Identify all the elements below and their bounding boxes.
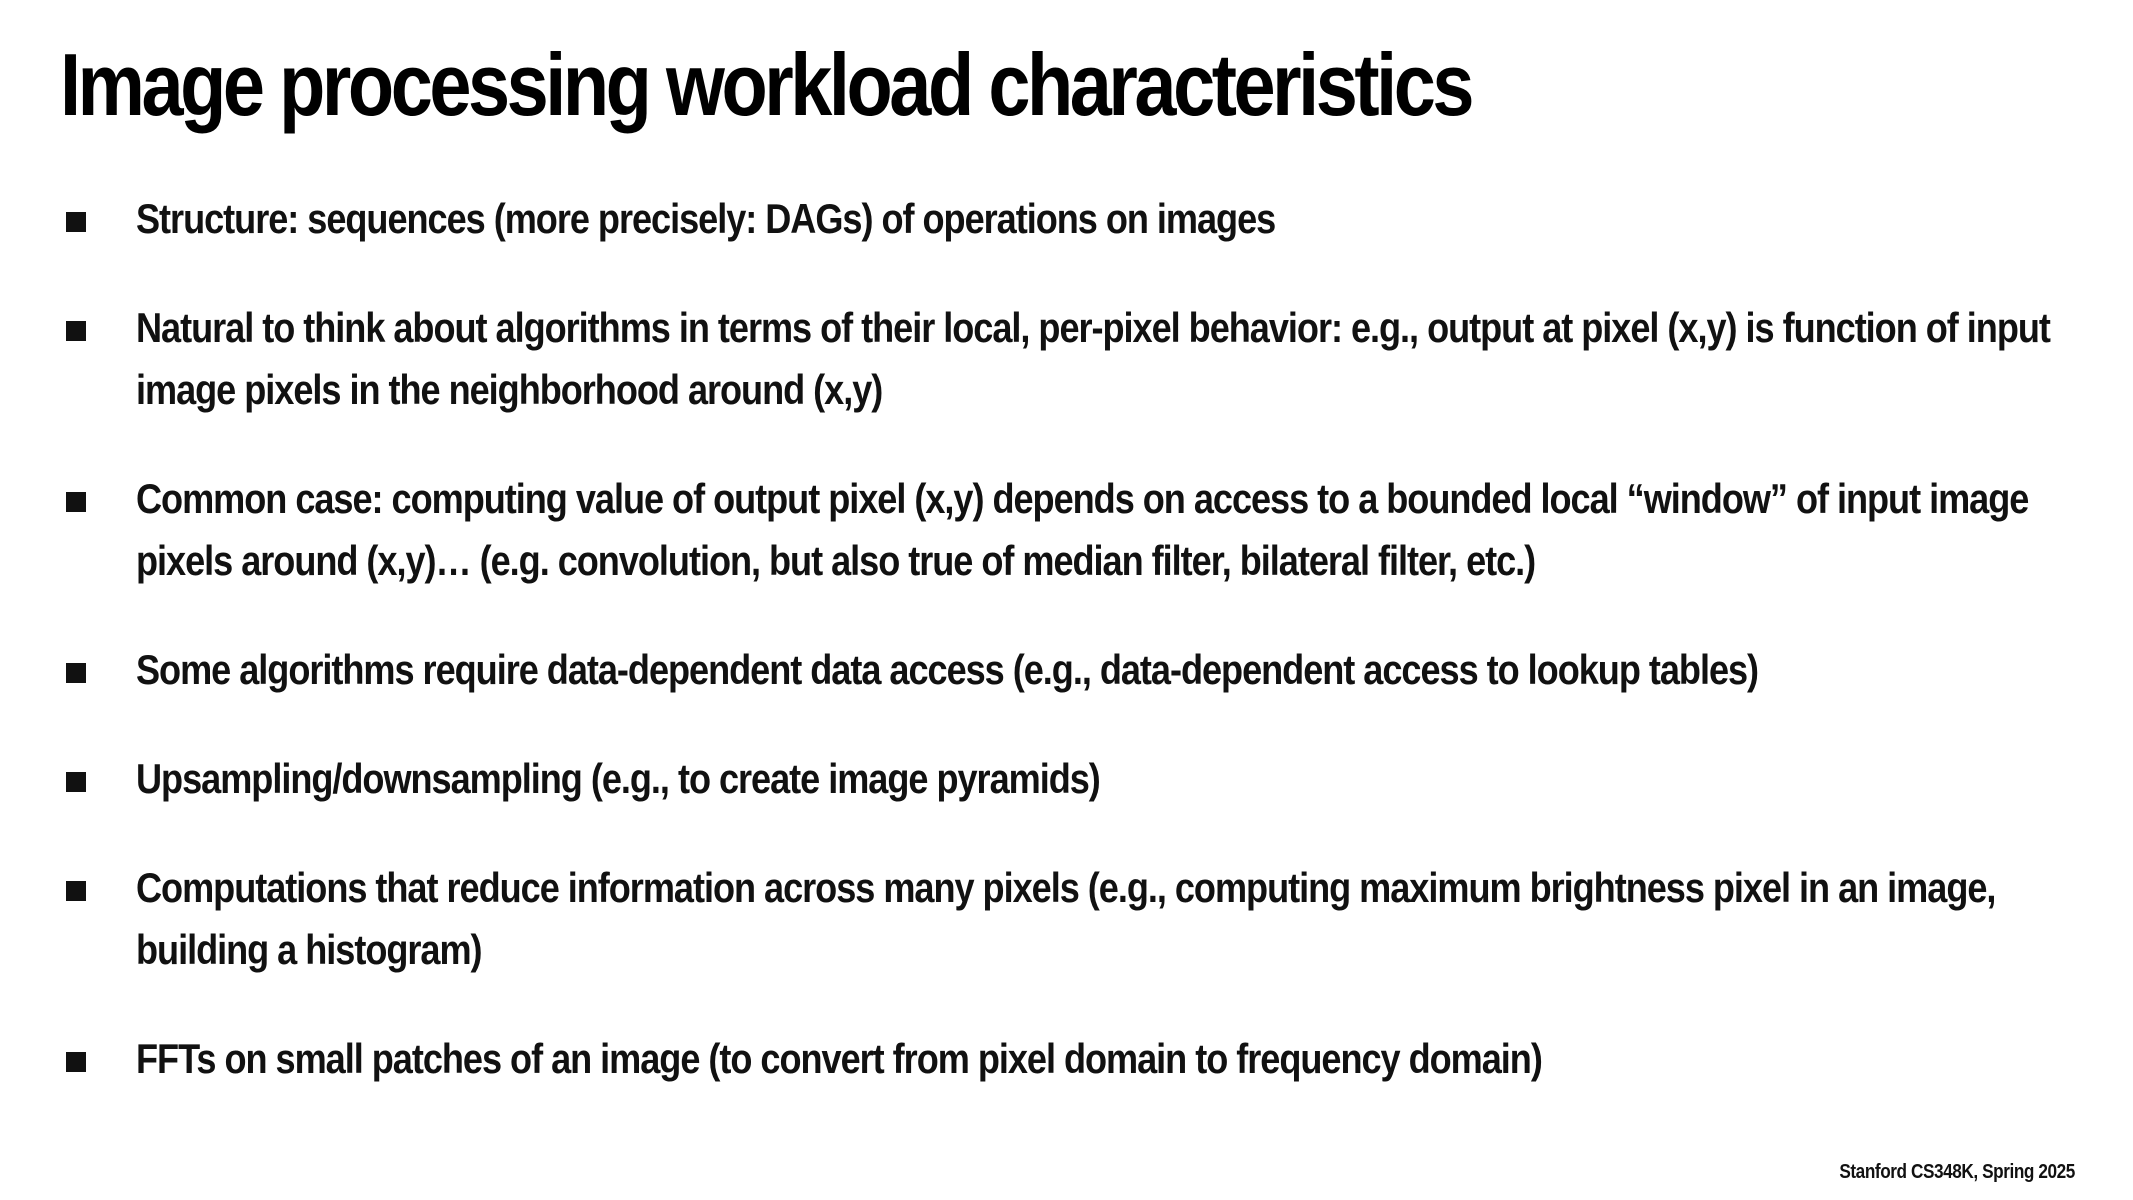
square-bullet-icon <box>66 1052 86 1072</box>
bullet-text: Common case: computing value of output pixel (x,y) depends on access to a bounded local “window” of input image pixels around (x,y)… (e.g. convolution, but also true of median filter, bilateral filter, etc.) <box>136 475 2029 584</box>
bullet-item <box>66 1028 2066 1090</box>
square-bullet-icon <box>66 772 86 792</box>
bullet-text: Some algorithms require data-dependent data access (e.g., data-dependent access to lookup tables) <box>136 646 1759 693</box>
square-bullet-icon <box>66 881 86 901</box>
bullet-item <box>66 748 2066 810</box>
bullet-item <box>66 639 2066 701</box>
bullet-text: Upsampling/downsampling (e.g., to create image pyramids) <box>136 755 1100 802</box>
bullet-text: Natural to think about algorithms in terms of their local, per-pixel behavior: e.g., output at pixel (x,y) is function of input image pixels in the neighborhood around (x,y) <box>136 304 2050 413</box>
slide-title: Image processing workload characteristics <box>60 35 1472 134</box>
bullet-list <box>66 188 2066 1137</box>
square-bullet-icon <box>66 321 86 341</box>
square-bullet-icon <box>66 492 86 512</box>
bullet-item <box>66 188 2066 250</box>
bullet-text: FFTs on small patches of an image (to convert from pixel domain to frequency domain) <box>136 1035 1542 1082</box>
slide-footer: Stanford CS348K, Spring 2025 <box>1839 1161 2075 1183</box>
bullet-text: Computations that reduce information across many pixels (e.g., computing maximum brightness pixel in an image, building a histogram) <box>136 864 1996 973</box>
bullet-text: Structure: sequences (more precisely: DAGs) of operations on images <box>136 195 1276 242</box>
bullet-item <box>66 857 2066 981</box>
bullet-item <box>66 468 2066 592</box>
square-bullet-icon <box>66 212 86 232</box>
bullet-item <box>66 297 2066 421</box>
square-bullet-icon <box>66 663 86 683</box>
